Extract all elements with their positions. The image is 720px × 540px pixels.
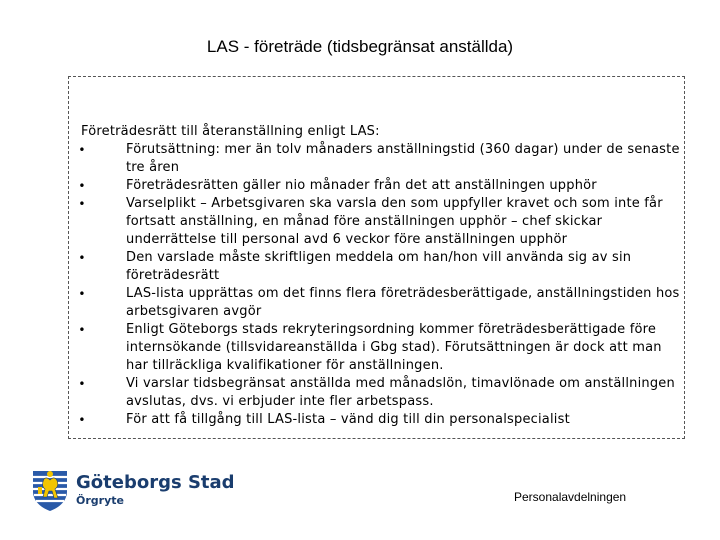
list-item <box>77 411 681 429</box>
list-item <box>77 195 681 249</box>
list-item <box>77 249 681 285</box>
slide-title: LAS - företräde (tidsbegränsat anställda) <box>206 37 514 56</box>
bullet-text: Enligt Göteborgs stads rekryteringsordning kommer företrädesberättigade före internsökande (tillsvidareanställda i Gbg stad). Förutsättningen är dock att man har tillräckliga kvalifikationer för anställningen. <box>126 322 662 373</box>
bullet-icon: • <box>78 377 86 391</box>
bullet-text: LAS-lista upprättas om det finns flera företrädesberättigade, anställningstiden hos arbetsgivaren avgör <box>126 286 680 319</box>
intro-text: Företrädesrätt till återanställning enligt LAS: <box>81 124 380 139</box>
logo-text <box>76 472 235 508</box>
bullet-icon: • <box>78 323 86 337</box>
list-item <box>77 285 681 321</box>
bullet-text: Vi varslar tidsbegränsat anställda med månadslön, timavlönade om anställningen avslutas, dvs. vi erbjuder inte fler arbetspass. <box>126 376 675 409</box>
logo-district: Örgryte <box>76 494 124 507</box>
bullet-icon: • <box>78 143 86 157</box>
city-coat-of-arms-icon <box>30 467 70 513</box>
list-item <box>77 375 681 411</box>
goteborgs-stad-logo <box>30 466 235 514</box>
bullet-text: Varselplikt – Arbetsgivaren ska varsla den som uppfyller kravet och som inte får fortsatt anställning, en månad före anställningen upphör – chef skickar underrättelse till personal avd 6 veckor före anställningen upphör <box>126 196 663 247</box>
bullet-list <box>77 141 681 429</box>
list-item <box>77 321 681 375</box>
list-item <box>77 177 681 195</box>
bullet-icon: • <box>78 413 86 427</box>
bullet-text: Den varslade måste skriftligen meddela om han/hon vill använda sig av sin företrädesrätt <box>126 250 632 283</box>
bullet-text: Företrädesrätten gäller nio månader från det att anställningen upphör <box>126 178 597 193</box>
bullet-text: Förutsättning: mer än tolv månaders anställningstid (360 dagar) under de senaste tre åren <box>126 142 680 175</box>
footer-department: Personalavdelningen <box>514 490 627 504</box>
bullet-icon: • <box>78 251 86 265</box>
bullet-icon: • <box>78 287 86 301</box>
bullet-text: För att få tillgång till LAS-lista – vänd dig till din personalspecialist <box>126 412 570 427</box>
content-box <box>68 76 685 439</box>
list-item <box>77 141 681 177</box>
bullet-icon: • <box>78 197 86 211</box>
logo-name: Göteborgs Stad <box>76 472 235 493</box>
bullet-icon: • <box>78 179 86 193</box>
